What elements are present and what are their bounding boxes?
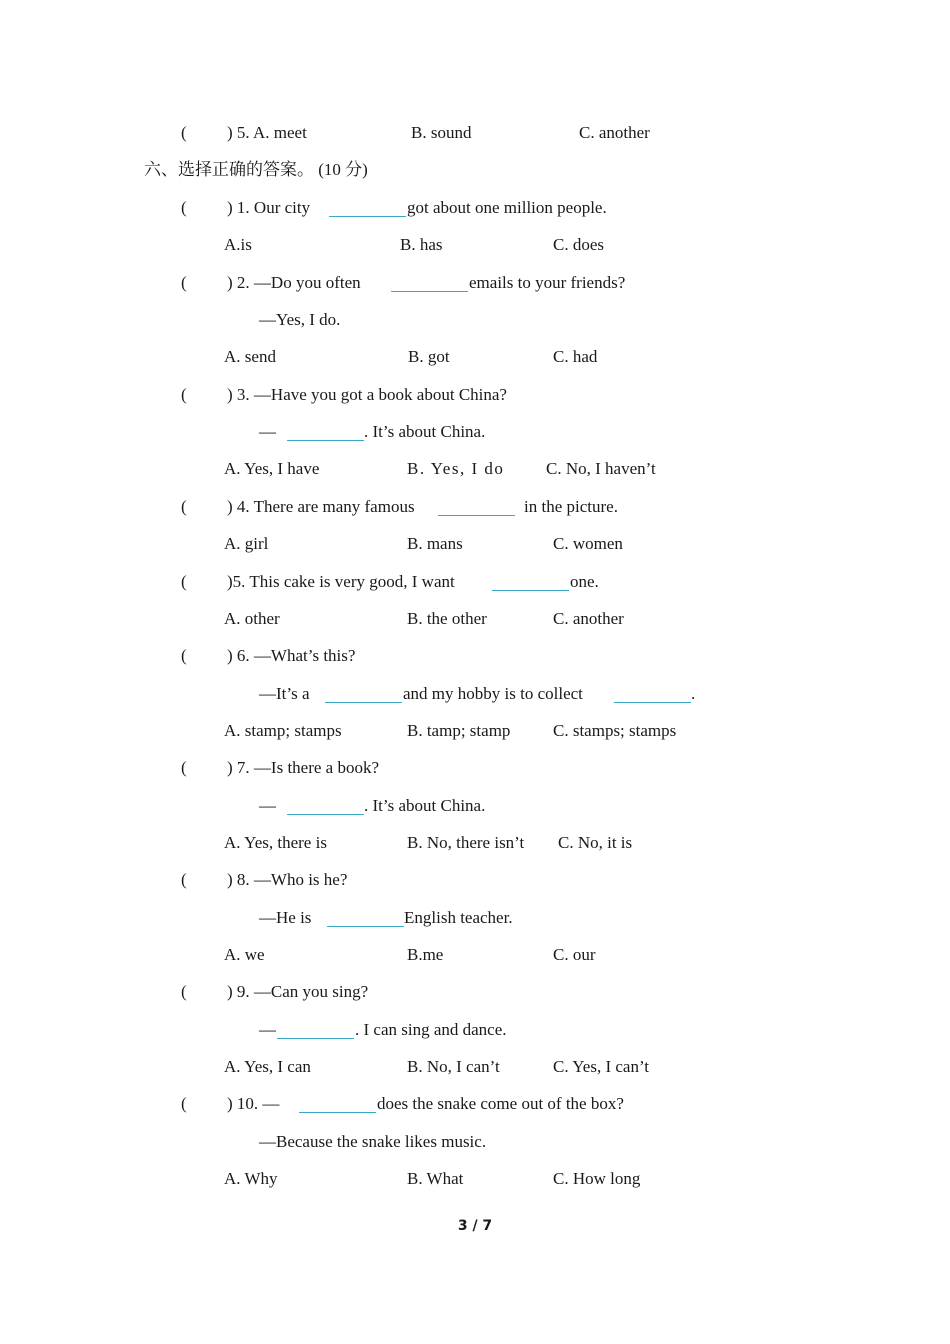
question-text: in the picture. (524, 497, 618, 516)
answer-paren: ( (181, 198, 187, 217)
dialogue-dash: — (259, 796, 276, 815)
option-a: A. Yes, I can (224, 1057, 311, 1076)
option-b: B. the other (407, 609, 487, 628)
dialogue-reply: —He is (259, 908, 312, 927)
option-c: C. How long (553, 1169, 641, 1188)
question-text: one. (570, 572, 599, 591)
option-c: C. women (553, 534, 623, 553)
dialogue-dash: — (259, 1020, 276, 1039)
question-9: ) 9. —Can you sing? (227, 982, 369, 1001)
option-b: B. got (408, 347, 450, 366)
answer-blank[interactable] (299, 1112, 376, 1113)
option-b: B. sound (411, 123, 472, 142)
option-b: B. Yes, I do (407, 459, 505, 478)
question-4: ) 4. There are many famous (227, 497, 415, 516)
answer-paren: ( (181, 982, 187, 1001)
question-7: ) 7. —Is there a book? (227, 758, 380, 777)
answer-paren: ( (181, 646, 187, 665)
answer-blank[interactable] (287, 440, 364, 441)
dialogue-reply: . It’s about China. (364, 422, 486, 441)
answer-paren: ( (181, 497, 187, 516)
question-6: ) 6. —What’s this? (227, 646, 356, 665)
answer-blank[interactable] (287, 814, 364, 815)
option-c: C. another (579, 123, 650, 142)
option-c: C. our (553, 945, 596, 964)
dialogue-reply: —Because the snake likes music. (259, 1132, 487, 1151)
option-a: A. we (224, 945, 265, 964)
dialogue-reply: . It’s about China. (364, 796, 486, 815)
answer-blank[interactable] (492, 590, 569, 591)
page-number: 3 / 7 (457, 1218, 493, 1234)
dialogue-reply: . I can sing and dance. (355, 1020, 507, 1039)
option-a: A. send (224, 347, 276, 366)
answer-paren: ( (181, 758, 187, 777)
answer-blank[interactable] (327, 926, 404, 927)
dialogue-reply: . (691, 684, 696, 703)
answer-paren: ( (181, 1094, 187, 1113)
option-b: B. mans (407, 534, 463, 553)
answer-paren: ( (181, 273, 187, 292)
dialogue-reply: —Yes, I do. (259, 310, 341, 329)
option-c: C. another (553, 609, 624, 628)
option-a: A. other (224, 609, 280, 628)
option-a: A. Yes, there is (224, 833, 327, 852)
answer-paren: ( (181, 572, 187, 591)
question-text: does the snake come out of the box? (377, 1094, 624, 1113)
answer-blank[interactable] (391, 291, 468, 292)
answer-blank[interactable] (277, 1038, 354, 1039)
question-1: ) 1. Our city (227, 198, 311, 217)
option-b: B. No, there isn’t (407, 833, 525, 852)
option-a: A.is (224, 235, 252, 254)
question-8: ) 8. —Who is he? (227, 870, 348, 889)
question-5: )5. This cake is very good, I want (227, 572, 455, 591)
question-10: ) 10. — (227, 1094, 280, 1113)
option-b: B. tamp; stamp (407, 721, 511, 740)
option-c: C. Yes, I can’t (553, 1057, 650, 1076)
option-a: A. Yes, I have (224, 459, 320, 478)
option-b: B.me (407, 945, 444, 964)
item-number: ) 5. A. meet (227, 123, 307, 142)
answer-paren: ( (181, 123, 187, 142)
option-c: C. stamps; stamps (553, 721, 677, 740)
question-2: ) 2. —Do you often (227, 273, 361, 292)
option-b: B. has (400, 235, 443, 254)
option-a: A. girl (224, 534, 269, 553)
answer-blank[interactable] (329, 216, 406, 217)
answer-paren: ( (181, 385, 187, 404)
question-text: emails to your friends? (469, 273, 626, 292)
option-b: B. No, I can’t (407, 1057, 500, 1076)
option-a: A. stamp; stamps (224, 721, 342, 740)
answer-blank[interactable] (614, 702, 691, 703)
question-3: ) 3. —Have you got a book about China? (227, 385, 507, 404)
dialogue-reply: English teacher. (404, 908, 513, 927)
question-text: got about one million people. (407, 198, 607, 217)
dialogue-dash: — (259, 422, 276, 441)
dialogue-reply: and my hobby is to collect (403, 684, 583, 703)
option-c: C. No, I haven’t (546, 459, 656, 478)
section-title: 六、选择正确的答案。 (10 分) (144, 160, 368, 179)
option-b: B. What (407, 1169, 464, 1188)
answer-blank[interactable] (438, 515, 515, 516)
option-c: C. No, it is (558, 833, 633, 852)
option-c: C. had (553, 347, 598, 366)
answer-paren: ( (181, 870, 187, 889)
dialogue-reply: —It’s a (259, 684, 310, 703)
option-a: A. Why (224, 1169, 278, 1188)
answer-blank[interactable] (325, 702, 402, 703)
option-c: C. does (553, 235, 604, 254)
